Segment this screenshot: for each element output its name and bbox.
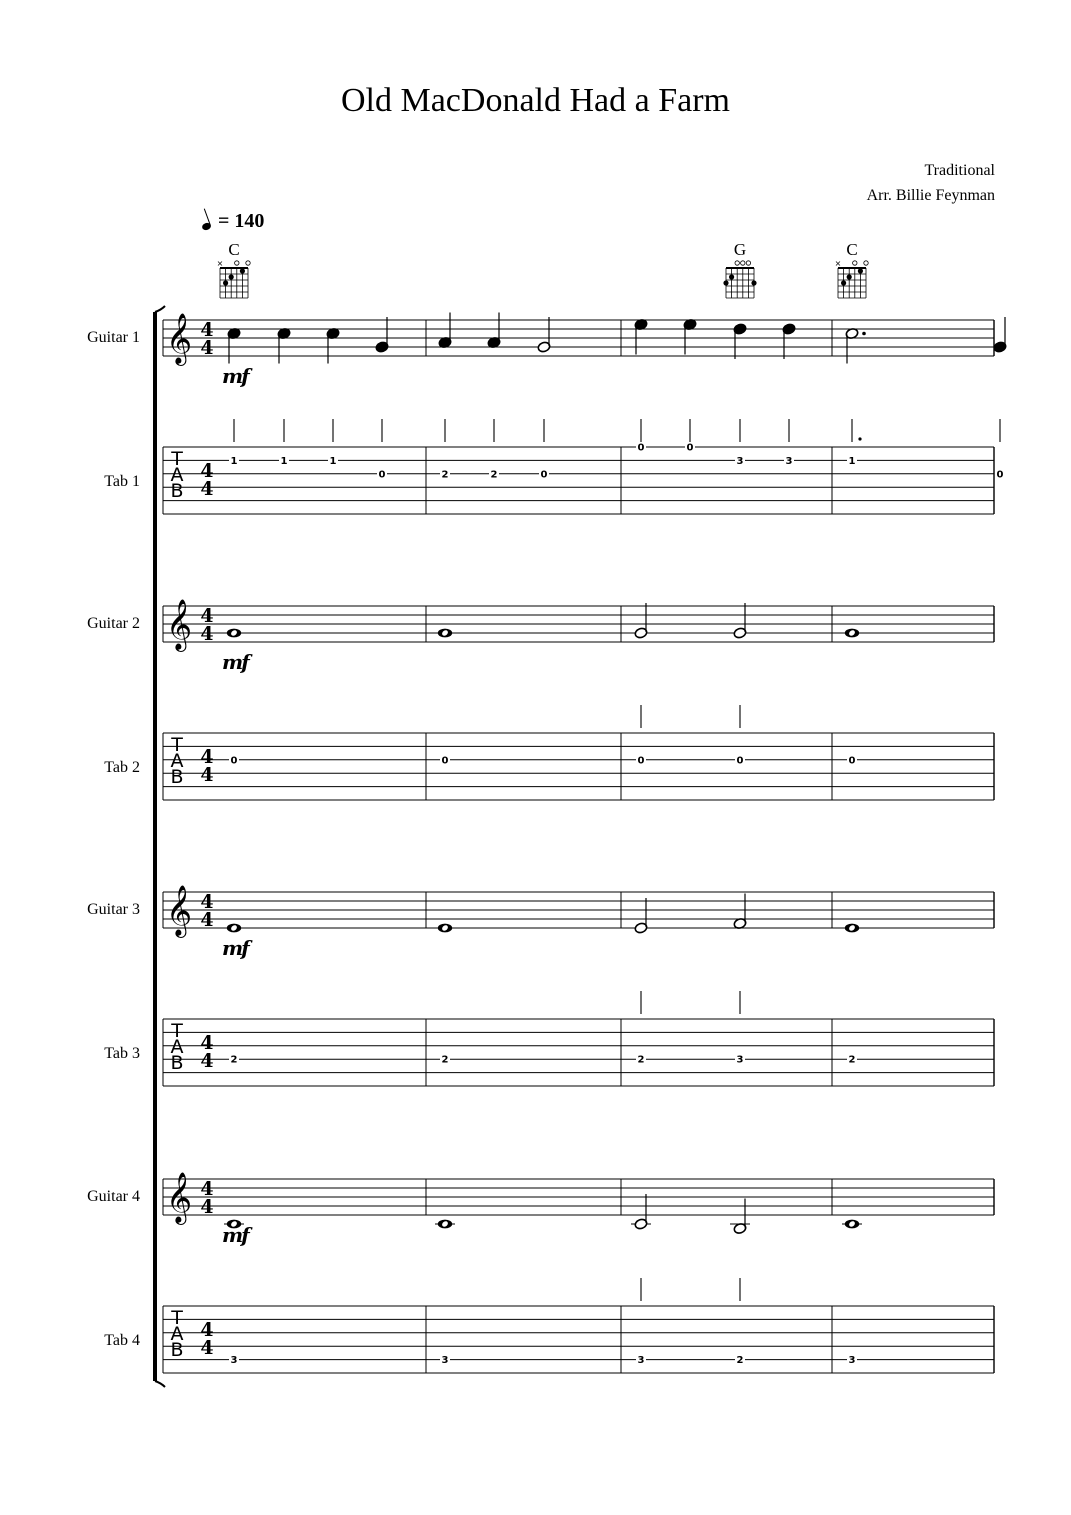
fret-number: 2	[441, 1054, 449, 1066]
dynamic-marking: mf	[222, 650, 248, 674]
arranger-credit: Arr. Billie Feynman	[866, 187, 995, 204]
tab-clef-letter: A	[170, 1036, 184, 1058]
finger-dot	[751, 280, 756, 285]
tab-clef-letter: T	[171, 1307, 183, 1329]
score-title: Old MacDonald Had a Farm	[340, 82, 730, 119]
fret-number: 3	[230, 1355, 238, 1367]
fret-number: 0	[637, 755, 645, 767]
tab-clef-letter: A	[170, 464, 184, 486]
fret-number: 3	[441, 1355, 449, 1367]
open-string-marker	[746, 261, 750, 265]
time-signature-top: 4	[200, 605, 214, 627]
finger-dot	[723, 280, 728, 285]
fret-number: 0	[378, 469, 386, 481]
staff-label: Guitar 1	[87, 329, 140, 346]
fret-number: 2	[736, 1355, 744, 1367]
dynamic-marking: mf	[222, 364, 248, 388]
open-string-marker	[864, 261, 868, 265]
fret-number: 0	[230, 755, 238, 767]
fret-number: 2	[848, 1054, 856, 1066]
time-signature-top: 4	[200, 891, 214, 913]
finger-dot	[858, 268, 863, 273]
tab-clef-letter: A	[170, 1323, 184, 1345]
tab-time-signature-top: 4	[200, 1319, 214, 1341]
finger-dot	[223, 280, 228, 285]
tab-staff-label: Tab 4	[104, 1332, 140, 1349]
chord-diagram	[835, 259, 869, 298]
time-signature-top: 4	[200, 319, 214, 341]
time-signature-bottom: 4	[200, 623, 214, 645]
fret-number: 2	[441, 469, 449, 481]
tab-staff-label: Tab 3	[104, 1045, 140, 1062]
tab-time-signature-bottom: 4	[200, 478, 214, 500]
open-string-marker	[853, 261, 857, 265]
chord-name: C	[846, 240, 858, 259]
tab-clef-letter: T	[171, 734, 183, 756]
fret-number: 0	[540, 469, 548, 481]
fret-number: 2	[490, 469, 498, 481]
muted-string-marker: ×	[834, 259, 842, 268]
finger-dot	[240, 268, 245, 273]
dynamic-marking: mf	[222, 1223, 248, 1247]
staff-label: Guitar 3	[87, 901, 140, 918]
tab-staff-label: Tab 1	[104, 473, 140, 490]
fret-number: 2	[230, 1054, 238, 1066]
tab-clef-letter: B	[170, 1339, 184, 1361]
fret-number: 2	[637, 1054, 645, 1066]
fret-number: 0	[686, 442, 694, 454]
finger-dot	[729, 274, 734, 279]
dynamic-marking: mf	[222, 936, 248, 960]
tempo-bpm: = 140	[218, 210, 265, 232]
fret-number: 1	[329, 455, 337, 467]
tab-clef-letter: B	[170, 1052, 184, 1074]
chord-diagram	[723, 261, 756, 298]
fret-number: 3	[736, 455, 744, 467]
tab-clef-letter: T	[171, 1020, 183, 1042]
tab-clef-letter: B	[170, 480, 184, 502]
open-string-marker	[735, 261, 739, 265]
augmentation-dot	[862, 332, 866, 336]
bracket-bottom-hook	[155, 1381, 165, 1387]
treble-clef-icon: 𝄞	[166, 885, 193, 936]
tab-time-signature-bottom: 4	[200, 1337, 214, 1359]
time-signature-bottom: 4	[200, 337, 214, 359]
fret-number: 3	[848, 1355, 856, 1367]
treble-clef-icon: 𝄞	[166, 313, 193, 364]
time-signature-bottom: 4	[200, 909, 214, 931]
tab-staff-label: Tab 2	[104, 759, 140, 776]
open-string-marker	[246, 261, 250, 265]
tab-clef-letter: T	[171, 448, 183, 470]
tab-clef-letter: B	[170, 766, 184, 788]
fret-number: 3	[785, 455, 793, 467]
tab-rhythm-dot	[858, 437, 861, 440]
tab-time-signature-top: 4	[200, 1032, 214, 1054]
fret-number: 1	[280, 455, 288, 467]
composer-credit: Traditional	[924, 162, 995, 179]
fret-number: 1	[848, 455, 856, 467]
chord-name: C	[228, 240, 240, 259]
fret-number: 0	[996, 469, 1004, 481]
staff-label: Guitar 2	[87, 615, 140, 632]
tab-time-signature-bottom: 4	[200, 764, 214, 786]
finger-dot	[847, 274, 852, 279]
chord-diagram	[217, 259, 251, 298]
fret-number: 0	[441, 755, 449, 767]
open-string-marker	[235, 261, 239, 265]
muted-string-marker: ×	[216, 259, 224, 268]
tab-clef-letter: A	[170, 750, 184, 772]
finger-dot	[841, 280, 846, 285]
staff-label: Guitar 4	[87, 1188, 140, 1205]
tab-time-signature-top: 4	[200, 460, 214, 482]
fret-number: 3	[637, 1355, 645, 1367]
finger-dot	[229, 274, 234, 279]
treble-clef-icon: 𝄞	[166, 599, 193, 650]
time-signature-top: 4	[200, 1178, 214, 1200]
fret-number: 0	[637, 442, 645, 454]
time-signature-bottom: 4	[200, 1196, 214, 1218]
tab-time-signature-top: 4	[200, 746, 214, 768]
chord-name: G	[733, 240, 747, 259]
open-string-marker	[741, 261, 745, 265]
fret-number: 0	[848, 755, 856, 767]
bracket-top-hook	[155, 306, 165, 312]
fret-number: 0	[736, 755, 744, 767]
treble-clef-icon: 𝄞	[166, 1172, 193, 1223]
fret-number: 1	[230, 455, 238, 467]
fret-number: 3	[736, 1054, 744, 1066]
tab-time-signature-bottom: 4	[200, 1050, 214, 1072]
